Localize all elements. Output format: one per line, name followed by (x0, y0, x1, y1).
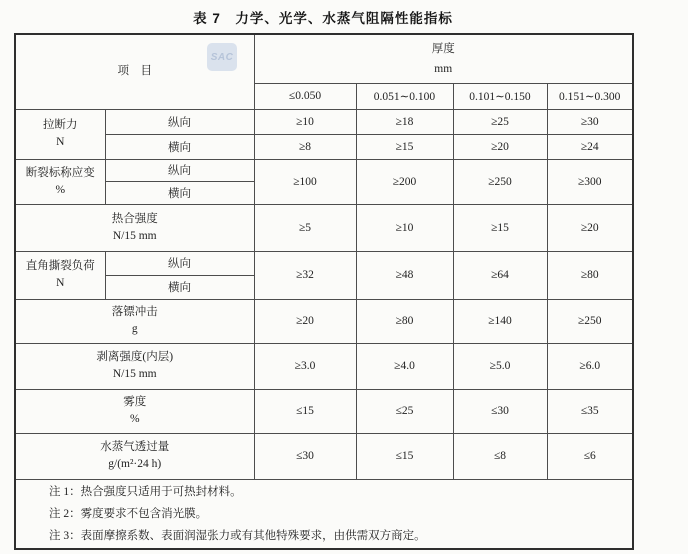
header-item-label: 项 目 (117, 65, 152, 78)
value-cell: ≤30 (254, 433, 356, 479)
row-label-unit: N (56, 277, 65, 289)
row-label-cell (15, 433, 254, 479)
direction-cell: 横向 (105, 134, 254, 159)
value-cell: ≥15 (356, 134, 453, 159)
value-cell: ≥3.0 (254, 343, 356, 389)
value-cell: ≥10 (254, 109, 356, 134)
direction-cell: 纵向 (105, 159, 254, 181)
performance-spec-table (14, 33, 634, 550)
direction-cell: 横向 (105, 181, 254, 204)
value-cell: ≥5 (254, 204, 356, 251)
row-label-cell (15, 343, 254, 389)
row-label-unit: N/15 mm (112, 368, 157, 380)
row-label-cell (15, 159, 105, 204)
value-cell: ≥32 (254, 251, 356, 299)
value-cell: ≥15 (453, 204, 547, 251)
value-cell: ≥5.0 (453, 343, 547, 389)
value-cell: ≥80 (356, 299, 453, 343)
note-line-2: 注 2：雾度要求不包含消光膜。 (49, 507, 208, 520)
value-cell: ≥20 (547, 204, 633, 251)
row-label-name: 直角撕裂负荷 (25, 260, 95, 272)
row-label-cell (15, 109, 105, 159)
value-cell: ≥8 (254, 134, 356, 159)
value-cell: ≥250 (547, 299, 633, 343)
value-cell: ≥10 (356, 204, 453, 251)
value-cell: ≤8 (453, 433, 547, 479)
row-label-name: 雾度 (123, 396, 147, 408)
value-cell: ≥300 (547, 159, 633, 204)
row-label-name: 断裂标称应变 (25, 166, 95, 179)
value-cell: ≥6.0 (547, 343, 633, 389)
value-cell: ≥250 (453, 159, 547, 204)
value-cell: ≤6 (547, 433, 633, 479)
row-label-name: 热合强度 (111, 212, 158, 225)
row-label-cell (15, 204, 254, 251)
value-cell: ≥200 (356, 159, 453, 204)
row-label-cell (15, 299, 254, 343)
value-cell: ≤25 (356, 389, 453, 433)
value-cell: ≥80 (547, 251, 633, 299)
direction-cell: 纵向 (105, 109, 254, 134)
header-thickness-cell (254, 34, 633, 83)
table-caption: 表 7 力学、光学、水蒸气阻隔性能指标 (193, 11, 453, 26)
row-label-name: 拉断力 (43, 119, 78, 131)
row-label-unit: N (56, 136, 65, 148)
row-label-unit: g/(m²·24 h) (108, 458, 162, 470)
header-thickness-unit: mm (434, 62, 453, 75)
header-range-cell: 0.151∼0.300 (547, 83, 633, 109)
note-line-1: 注 1：热合强度只适用于可热封材料。 (49, 485, 242, 498)
row-label-name: 剥离强度(内层) (96, 351, 174, 363)
value-cell: ≤35 (547, 389, 633, 433)
header-range-cell: 0.051∼0.100 (356, 83, 453, 109)
row-label-unit: N/15 mm (112, 229, 157, 242)
value-cell: ≤15 (356, 433, 453, 479)
sac-logo-watermark: SAC (207, 43, 237, 71)
value-cell: ≥48 (356, 251, 453, 299)
header-range-cell: 0.101∼0.150 (453, 83, 547, 109)
value-cell: ≥64 (453, 251, 547, 299)
note-line-3: 注 3：表面摩擦系数、表面润湿张力或有其他特殊要求，由供需双方商定。 (49, 529, 426, 542)
value-cell: ≥4.0 (356, 343, 453, 389)
value-cell: ≥20 (453, 134, 547, 159)
value-cell: ≥24 (547, 134, 633, 159)
row-label-name: 水蒸气透过量 (100, 441, 170, 453)
value-cell: ≤15 (254, 389, 356, 433)
direction-cell: 横向 (105, 275, 254, 299)
row-label-unit: g (131, 323, 138, 335)
row-label-unit: % (55, 183, 66, 196)
value-cell: ≥25 (453, 109, 547, 134)
header-thickness-label: 厚度 (431, 42, 455, 55)
value-cell: ≥100 (254, 159, 356, 204)
value-cell: ≥140 (453, 299, 547, 343)
row-label-cell (15, 251, 105, 299)
header-range-cell: ≤0.050 (254, 83, 356, 109)
value-cell: ≥18 (356, 109, 453, 134)
value-cell: ≥30 (547, 109, 633, 134)
notes-cell (15, 479, 633, 549)
value-cell: ≤30 (453, 389, 547, 433)
row-label-cell (15, 389, 254, 433)
value-cell: ≥20 (254, 299, 356, 343)
row-label-name: 落镖冲击 (111, 306, 158, 318)
row-label-unit: % (129, 413, 140, 425)
direction-cell: 纵向 (105, 251, 254, 275)
